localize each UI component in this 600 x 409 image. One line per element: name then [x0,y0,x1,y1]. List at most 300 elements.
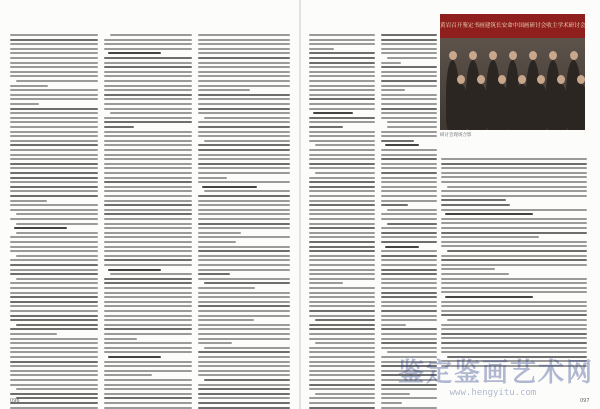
text-line [104,223,192,225]
text-line [441,227,587,229]
text-line [381,328,437,330]
text-line [309,338,375,340]
text-line [441,245,587,247]
text-line [104,374,152,376]
text-line [198,167,290,169]
text-line [10,48,98,50]
text-line [104,108,192,110]
photo-caption: 研讨会现场合影 [440,133,472,138]
text-line [198,232,241,234]
text-line [10,273,98,275]
text-line [441,305,587,307]
text-line [104,89,192,91]
text-line [315,172,375,174]
photo-person-face [457,75,465,84]
photo-person-face [557,75,565,84]
text-line [309,361,375,363]
text-line [441,347,587,349]
text-line [10,218,98,220]
text-line [198,121,290,123]
text-line [441,190,587,192]
text-line [198,126,290,128]
text-line [10,103,39,105]
text-line [441,351,587,353]
text-line [10,259,98,261]
text-line [309,351,375,353]
text-line [104,200,192,202]
text-line [381,154,437,156]
text-line [441,236,539,238]
text-line [10,282,98,284]
text-line [198,402,290,404]
photo-person-face [577,75,585,84]
text-line [381,213,437,215]
text-line [381,296,437,298]
text-line [381,89,405,91]
text-line [10,57,98,59]
text-line [10,52,98,54]
text-line [104,158,192,160]
text-line [309,402,375,404]
text-line [104,181,192,183]
text-line [381,218,437,220]
text-line [198,103,290,105]
text-line [309,250,375,252]
site-watermark [398,358,595,402]
text-line [387,126,437,128]
text-line [441,301,587,303]
text-line [108,52,161,54]
text-line [309,315,375,317]
text-line [10,264,98,266]
text-line [309,149,375,151]
text-line [10,379,98,381]
text-line [381,186,437,188]
text-line [309,140,375,142]
text-line [198,112,290,114]
text-line [309,52,375,54]
text-line [381,158,437,160]
text-line [198,324,290,326]
text-line [441,181,587,183]
text-line [198,241,236,243]
text-line [104,347,192,349]
text-line [309,287,375,289]
text-line [10,85,48,87]
text-line [447,186,587,188]
text-line [104,328,192,330]
text-line [10,246,98,248]
text-line [441,328,587,330]
text-line [198,94,290,96]
text-line [381,269,437,271]
text-line [198,384,290,386]
text-line [104,98,192,100]
photo-person-face [498,75,506,84]
text-line [309,246,375,248]
text-line [309,305,375,307]
text-line [104,126,134,128]
text-line [104,407,192,409]
text-line [387,223,437,225]
text-line [198,250,290,252]
text-line [381,108,437,110]
text-line [309,388,375,390]
text-line [315,319,375,321]
text-line [198,195,290,197]
text-line [441,176,587,178]
text-line [104,163,192,165]
text-line [441,218,587,220]
text-line [381,273,437,275]
text-line [104,213,192,215]
text-line [387,57,437,59]
text-line [309,223,375,225]
text-line [10,181,98,183]
photo-person [554,84,568,130]
text-line [381,135,437,137]
text-line [309,43,375,45]
text-line [198,98,290,100]
text-line [387,209,437,211]
text-line [198,52,290,54]
text-line [198,154,290,156]
text-line [104,282,192,284]
text-line [381,98,437,100]
watermark-url: www.hengyitu.com [449,388,537,398]
text-line [108,269,161,271]
text-line [10,121,98,123]
text-line [198,34,290,36]
text-line [309,292,375,294]
text-line [309,301,375,303]
text-line [381,236,437,238]
text-line [10,149,98,151]
text-line [381,204,408,206]
text-line [381,264,437,266]
text-line [309,108,375,110]
text-line [309,89,375,91]
text-line [381,319,437,321]
text-line [381,200,437,202]
text-line [381,34,437,36]
text-line [381,195,437,197]
text-line [10,370,98,372]
text-line [10,43,98,45]
photo-person-face [518,75,526,84]
text-line [309,365,375,367]
text-line [309,278,375,280]
text-line [10,365,98,367]
text-line [441,222,587,224]
text-line [104,218,192,220]
text-line [202,186,257,188]
text-line [315,393,375,395]
text-line [10,315,98,317]
text-line [104,227,192,229]
text-line [104,57,192,59]
event-photo [440,14,585,130]
text-line [198,89,250,91]
text-line [441,199,506,201]
text-line [104,135,192,137]
text-line [381,315,437,317]
text-line [10,305,98,307]
text-line [381,94,437,96]
text-line [198,374,290,376]
text-line [10,154,98,156]
text-line [10,356,98,358]
text-line [309,177,375,179]
text-line [16,324,98,326]
text-line [204,379,290,381]
text-line [10,177,98,179]
text-line [10,98,98,100]
text-line [381,103,437,105]
text-line [10,71,98,73]
text-line [198,287,255,289]
text-line [110,112,192,114]
text-line [10,236,98,238]
text-line [381,227,437,229]
text-line [441,204,510,206]
text-line [381,250,437,252]
text-line [110,34,192,36]
text-line [204,347,290,349]
photo-person [574,84,585,130]
text-line [104,402,192,404]
text-line [10,94,98,96]
text-line [10,200,47,202]
text-line [104,379,192,381]
text-line [104,75,192,77]
text-line [198,273,230,275]
text-line [381,342,437,344]
text-line [104,397,192,399]
text-line [309,273,375,275]
left-page-number: 096 [10,398,20,404]
text-line [309,94,375,96]
text-line [441,195,587,197]
text-line [441,167,587,169]
text-line [198,108,290,110]
text-line [441,291,587,293]
text-line [10,195,98,197]
text-line [198,393,290,395]
photo-person-face [549,51,557,60]
text-line [198,310,290,312]
text-line [10,66,98,68]
text-line [309,209,375,211]
text-line [10,209,98,211]
text-line [104,144,192,146]
text-line [309,126,343,128]
text-line [10,204,98,206]
text-line [10,338,98,340]
text-line [104,292,192,294]
text-line [198,292,290,294]
photo-person-face [509,51,517,60]
text-line [309,66,375,68]
text-line [104,48,192,50]
text-line [309,370,375,372]
text-line [16,232,98,234]
text-line [381,407,437,409]
text-line [104,236,192,238]
photo-person [514,84,530,130]
text-line [385,144,419,146]
text-line [104,393,192,395]
text-line [110,273,192,275]
text-line [104,301,192,303]
text-line [198,338,290,340]
text-line [104,172,192,174]
text-line [10,131,98,133]
text-line [381,232,437,234]
text-line [104,305,192,307]
text-line [387,121,437,123]
text-line [381,347,437,349]
text-line [441,314,587,316]
text-line [198,181,290,183]
photo-person-face [477,75,485,84]
text-line [104,66,192,68]
text-line [10,301,98,303]
text-line [198,407,290,409]
text-line [198,80,290,82]
text-line [104,195,192,197]
text-line [104,177,192,179]
text-line [198,301,290,303]
text-line [381,140,414,142]
right-page-number: 097 [580,398,590,404]
text-line [309,374,375,376]
text-line [10,384,98,386]
text-line [309,310,375,312]
text-line [10,108,98,110]
text-line [381,241,437,243]
text-line [104,131,192,133]
text-line [104,140,192,142]
text-line [10,333,57,335]
text-line [204,140,290,142]
text-line [104,384,192,386]
text-line [441,273,509,275]
text-line [104,186,192,188]
text-line [447,319,587,321]
text-line [104,121,192,123]
text-line [441,241,587,243]
text-line [104,167,192,169]
text-line [198,158,290,160]
text-line [10,126,98,128]
text-line [309,333,375,335]
text-line [381,324,406,326]
text-line [198,131,290,133]
text-line [104,342,192,344]
text-line [387,351,437,353]
text-line [198,397,290,399]
text-line [381,131,437,133]
text-line [309,158,375,160]
text-line [10,167,98,169]
text-line [309,397,375,399]
text-line [309,328,375,330]
text-line [198,218,290,220]
text-line [198,66,290,68]
text-line [441,324,587,326]
text-line [104,117,192,119]
text-line [198,75,290,77]
text-line [198,365,290,367]
text-line [198,370,290,372]
text-line [104,241,192,243]
text-line [381,43,437,45]
text-line [10,310,98,312]
text-line [309,71,375,73]
text-line [104,278,192,280]
photo-person [474,84,488,130]
text-line [309,121,375,123]
text-line [309,269,375,271]
text-line [309,48,334,50]
text-line [385,246,419,248]
text-line [381,52,437,54]
text-line [10,342,98,344]
text-line [104,388,192,390]
text-line [104,264,192,266]
text-line [10,163,98,165]
text-line [16,278,98,280]
text-line [198,57,290,59]
text-line [441,337,587,339]
text-line [10,135,98,137]
text-line [104,246,192,248]
text-line [16,397,98,399]
text-line [10,39,98,41]
photo-crowd [440,38,585,130]
photo-person-face [469,51,477,60]
text-line [315,144,375,146]
left-page [0,0,299,409]
text-line [381,167,437,169]
text-line [445,213,533,215]
text-line [309,356,375,358]
text-line [309,135,375,137]
text-line [104,94,192,96]
text-line [309,282,343,284]
text-line [381,149,437,151]
text-line [381,255,437,257]
text-line [198,200,290,202]
text-line [309,98,375,100]
text-line [309,296,375,298]
text-line [204,117,290,119]
text-line [10,393,98,395]
text-line [381,172,437,174]
text-line [309,131,375,133]
text-line [104,338,137,340]
text-line [381,85,437,87]
text-line [198,223,290,225]
text-line [381,163,437,165]
text-line [309,347,375,349]
text-line [309,154,375,156]
text-line [104,361,192,363]
text-line [10,140,98,142]
text-line [104,204,192,206]
text-line [381,48,437,50]
